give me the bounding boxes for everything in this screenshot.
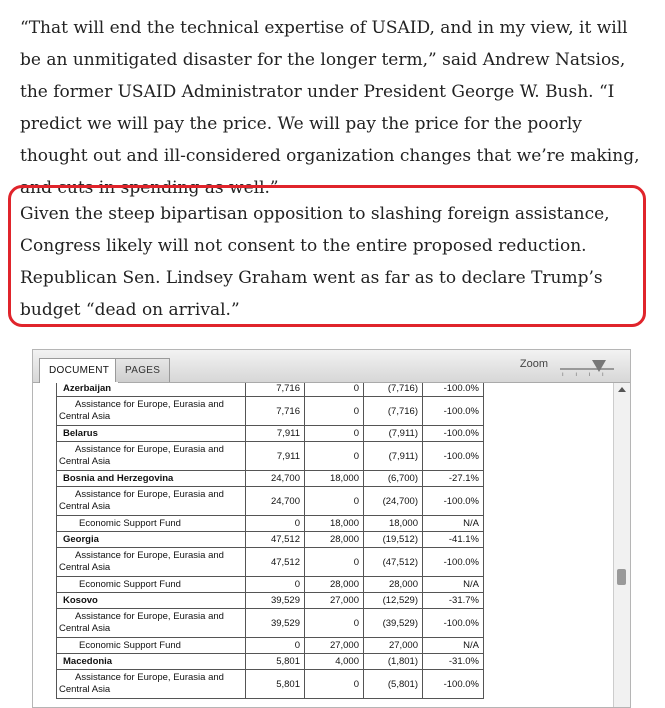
article-paragraph-highlighted: Given the steep bipartisan opposition to slashing foreign assistance, Congress likely will not consent to the entire proposed reduction. Republican Sen. Lindsey Graham went as far as to declare Trump’s budget “dead on arrival.” [20, 204, 610, 320]
country-name: Belarus [57, 426, 246, 442]
zoom-label: Zoom [519, 358, 548, 370]
percent-change-cell: N/A [423, 516, 484, 532]
fy16-cell: 39,529 [246, 593, 305, 609]
budget-table [56, 383, 484, 699]
fy16-cell: 47,512 [246, 532, 305, 548]
table-row [57, 548, 484, 577]
change-cell: (6,700) [364, 471, 423, 487]
country-name: Macedonia [57, 654, 246, 670]
program-name: Assistance for Europe, Eurasia and Central Asia [57, 670, 246, 699]
fy18-cell: 0 [305, 442, 364, 471]
percent-change-cell: -100.0% [423, 383, 484, 397]
table-row [57, 532, 484, 548]
change-cell: (1,801) [364, 654, 423, 670]
fy18-cell: 0 [305, 609, 364, 638]
zoom-thumb-icon[interactable] [592, 360, 606, 372]
table-row [57, 577, 484, 593]
program-name: Assistance for Europe, Eurasia and Central Asia [57, 548, 246, 577]
zoom-slider[interactable] [560, 359, 614, 378]
percent-change-cell: -31.7% [423, 593, 484, 609]
percent-change-cell: -100.0% [423, 442, 484, 471]
table-row [57, 426, 484, 442]
fy18-cell: 0 [305, 670, 364, 699]
fy16-cell: 24,700 [246, 471, 305, 487]
change-cell: (5,801) [364, 670, 423, 699]
percent-change-cell: -100.0% [423, 426, 484, 442]
fy18-cell: 18,000 [305, 516, 364, 532]
tab-document[interactable]: DOCUMENT [39, 358, 119, 383]
table-row [57, 471, 484, 487]
zoom-ticks: ı ı ı ı [562, 372, 609, 378]
fy16-cell: 47,512 [246, 548, 305, 577]
program-name: Economic Support Fund [57, 638, 246, 654]
percent-change-cell: -100.0% [423, 670, 484, 699]
percent-change-cell: -41.1% [423, 532, 484, 548]
change-cell: (12,529) [364, 593, 423, 609]
fy18-cell: 0 [305, 383, 364, 397]
table-row [57, 654, 484, 670]
table-row [57, 397, 484, 426]
fy18-cell: 0 [305, 548, 364, 577]
change-cell: (7,911) [364, 426, 423, 442]
scroll-thumb[interactable] [617, 569, 626, 585]
fy16-cell: 5,801 [246, 654, 305, 670]
change-cell: 28,000 [364, 577, 423, 593]
percent-change-cell: N/A [423, 577, 484, 593]
article-paragraph-quote: “That will end the technical expertise of USAID, and in my view, it will be an unmitigated disaster for the longer term,” said Andrew Natsios, the former USAID Administrator under President George W. Bush. “I predict we will pay the price. We will pay the price for the poorly thought out and ill-considered organization changes that we’re making, and cuts in spending as well.” [20, 18, 640, 198]
fy18-cell: 28,000 [305, 577, 364, 593]
document-viewer [32, 349, 631, 708]
change-cell: (7,911) [364, 442, 423, 471]
percent-change-cell: -27.1% [423, 471, 484, 487]
percent-change-cell: -100.0% [423, 609, 484, 638]
change-cell: 18,000 [364, 516, 423, 532]
fy16-cell: 0 [246, 577, 305, 593]
change-cell: (7,716) [364, 397, 423, 426]
change-cell: (47,512) [364, 548, 423, 577]
change-cell: (24,700) [364, 487, 423, 516]
tab-pages[interactable]: PAGES [115, 358, 170, 382]
change-cell: 27,000 [364, 638, 423, 654]
viewer-scrollbar[interactable] [613, 383, 630, 707]
country-name: Kosovo [57, 593, 246, 609]
fy18-cell: 18,000 [305, 471, 364, 487]
change-cell: (39,529) [364, 609, 423, 638]
fy16-cell: 5,801 [246, 670, 305, 699]
fy16-cell: 7,911 [246, 442, 305, 471]
percent-change-cell: -100.0% [423, 548, 484, 577]
fy16-cell: 7,716 [246, 383, 305, 397]
program-name: Economic Support Fund [57, 577, 246, 593]
table-row [57, 516, 484, 532]
table-row [57, 638, 484, 654]
fy16-cell: 24,700 [246, 487, 305, 516]
program-name: Assistance for Europe, Eurasia and Central Asia [57, 442, 246, 471]
table-row [57, 609, 484, 638]
program-name: Assistance for Europe, Eurasia and Central Asia [57, 397, 246, 426]
percent-change-cell: -31.0% [423, 654, 484, 670]
table-row [57, 670, 484, 699]
fy16-cell: 0 [246, 638, 305, 654]
fy18-cell: 27,000 [305, 593, 364, 609]
percent-change-cell: -100.0% [423, 487, 484, 516]
program-name: Assistance for Europe, Eurasia and Central Asia [57, 609, 246, 638]
program-name: Economic Support Fund [57, 516, 246, 532]
fy16-cell: 39,529 [246, 609, 305, 638]
country-name: Azerbaijan [57, 383, 246, 397]
percent-change-cell: -100.0% [423, 397, 484, 426]
change-cell: (19,512) [364, 532, 423, 548]
fy18-cell: 0 [305, 426, 364, 442]
country-name: Bosnia and Herzegovina [57, 471, 246, 487]
fy18-cell: 4,000 [305, 654, 364, 670]
fy18-cell: 0 [305, 397, 364, 426]
program-name: Assistance for Europe, Eurasia and Central Asia [57, 487, 246, 516]
percent-change-cell: N/A [423, 638, 484, 654]
country-name: Georgia [57, 532, 246, 548]
fy18-cell: 28,000 [305, 532, 364, 548]
table-row [57, 487, 484, 516]
scroll-up-arrow-icon[interactable] [618, 387, 626, 392]
fy16-cell: 0 [246, 516, 305, 532]
document-page [33, 383, 613, 707]
table-row [57, 442, 484, 471]
table-row [57, 383, 484, 397]
fy16-cell: 7,911 [246, 426, 305, 442]
fy18-cell: 27,000 [305, 638, 364, 654]
fy18-cell: 0 [305, 487, 364, 516]
viewer-toolbar [33, 350, 630, 383]
table-row [57, 593, 484, 609]
fy16-cell: 7,716 [246, 397, 305, 426]
change-cell: (7,716) [364, 383, 423, 397]
